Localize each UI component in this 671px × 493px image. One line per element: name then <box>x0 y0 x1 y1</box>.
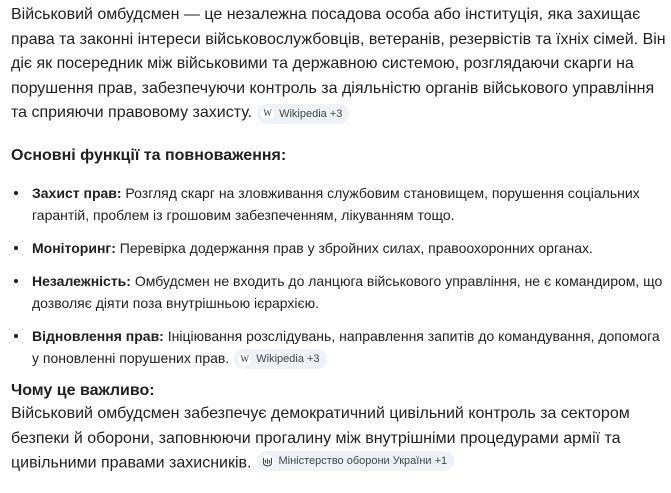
bullet-dot <box>14 279 18 283</box>
bullet-dot <box>14 191 18 195</box>
list-item-text: Ініціювання розслідувань, направлення запитів до командування, допомога у поновленні порушених прав. <box>32 327 660 366</box>
importance-text: Військовий омбудсмен забезпечує демократичний цивільний контроль за сектором безпеки й оборони, заповнюючи прогалину між внутрішніми процедурами армії та цивільними правами захисників. <box>11 405 630 472</box>
list-item <box>11 325 666 370</box>
list-item-title: Відновлення прав: <box>32 327 164 344</box>
list-item <box>11 270 666 314</box>
intro-text: Військовий омбудсмен — це незалежна посадова особа або інституція, яка захищає права та законні інтереси військовослужбовців, ветеранів, резервістів та їхніх сімей. Він діє як посередник між військовими та державною системою, розглядаючи скарги на порушення прав, забезпечуючи контроль за діяльністю органів військового управління та сприяючи правовому захисту. <box>11 6 666 121</box>
bullet-dot <box>14 246 18 250</box>
source-chip-label: Wikipedia +3 <box>256 353 320 365</box>
list-item <box>11 237 666 259</box>
functions-heading: Основні функції та повноваження: <box>11 146 287 164</box>
bullet-dot <box>14 334 18 338</box>
wikipedia-icon: W <box>261 107 274 120</box>
importance-paragraph <box>11 402 666 476</box>
intro-paragraph <box>11 3 666 126</box>
wikipedia-icon: W <box>238 353 251 366</box>
source-chip-wikipedia[interactable] <box>234 349 326 369</box>
list-item-text: Омбудсмен не входить до ланцюга військового управління, не є командиром, що дозволяє діяти поза внутрішньою ієрархією. <box>32 272 663 311</box>
source-chip-ministry[interactable] <box>257 451 455 471</box>
importance-heading: Чому це важливо: <box>11 382 155 399</box>
list-item-title: Моніторинг: <box>32 239 116 256</box>
functions-list <box>11 182 666 370</box>
source-chip-label: Wikipedia +3 <box>279 107 343 120</box>
list-item-text: Перевірка додержання прав у збройних силах, правоохоронних органах. <box>115 239 593 256</box>
answer-content <box>11 3 666 476</box>
ministry-emblem-icon <box>261 455 274 468</box>
list-item-title: Незалежність: <box>32 272 131 289</box>
list-item <box>11 182 666 226</box>
source-chip-label: Міністерство оборони України +1 <box>278 455 448 467</box>
list-item-title: Захист прав: <box>32 184 122 201</box>
source-chip-wikipedia[interactable] <box>257 104 349 124</box>
list-item-text: Розгляд скарг на зловживання службовим становищем, порушення соціальних гарантій, проблем із грошовим забезпеченням, лікуванням тощо. <box>32 184 640 223</box>
